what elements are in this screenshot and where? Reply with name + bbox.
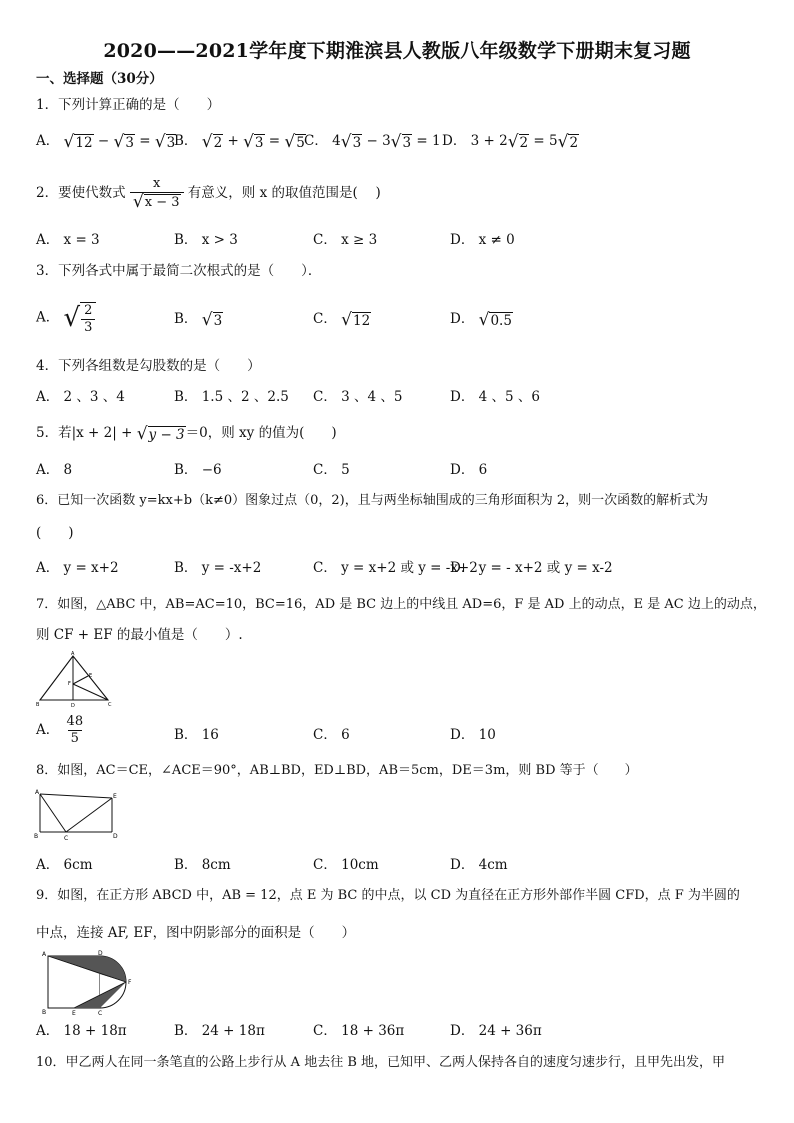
q4-option-c[interactable]: C． 3 、4 、5 bbox=[313, 389, 403, 405]
question-2-stem: 2．要使代数式 x √ x − 3 有意义，则 x 的取值范围是( ) bbox=[36, 176, 381, 212]
q2-option-d[interactable]: D． x ≠ 0 bbox=[450, 232, 515, 248]
q8-figure bbox=[34, 788, 118, 842]
q1-option-a[interactable]: A． √ 12 − √ 3 = √ 3 bbox=[36, 131, 176, 152]
q6-option-c[interactable]: C． y = x+2 或 y = -x+2 bbox=[313, 560, 478, 576]
q4-option-d[interactable]: D． 4 、5 、6 bbox=[450, 389, 540, 405]
question-7-line-1: 7．如图，△ABC 中，AB=AC=10，BC=16，AD 是 BC 边上的中线且 AD=6，F 是 AD 上的动点，E 是 AC 边上的动点， bbox=[36, 597, 766, 612]
q4-option-b[interactable]: B． 1.5 、2 、2.5 bbox=[174, 389, 289, 405]
q8-option-d[interactable]: D． 4cm bbox=[450, 857, 508, 873]
q8-option-a[interactable]: A． 6cm bbox=[36, 857, 93, 873]
svg-text:B: B bbox=[34, 833, 39, 840]
q1-option-c[interactable]: C． 4 √ 3 − 3 √ 3 = 1 bbox=[304, 131, 441, 152]
q7-option-b[interactable]: B． 16 bbox=[174, 727, 219, 743]
svg-text:D: D bbox=[113, 833, 118, 840]
svg-text:C: C bbox=[98, 1010, 103, 1016]
question-4-stem: 4．下列各组数是勾股数的是（ ） bbox=[36, 358, 261, 374]
q9-option-b[interactable]: B． 24 + 18π bbox=[174, 1023, 265, 1039]
svg-text:F: F bbox=[68, 681, 71, 687]
svg-text:C: C bbox=[108, 702, 112, 708]
svg-text:A: A bbox=[42, 951, 47, 958]
question-9-line-2: 中点，连接 AF, EF，图中阴影部分的面积是（ ） bbox=[36, 925, 356, 941]
q9-option-a[interactable]: A． 18 + 18π bbox=[36, 1023, 127, 1039]
svg-text:D: D bbox=[98, 950, 103, 957]
svg-text:A: A bbox=[35, 789, 40, 796]
q5-option-d[interactable]: D． 6 bbox=[450, 462, 488, 478]
q9-option-c[interactable]: C． 18 + 36π bbox=[313, 1023, 405, 1039]
q3-option-a[interactable]: A． √ $\frac{2}{3}$ bbox=[36, 300, 96, 336]
q6-option-a[interactable]: A． y = x+2 bbox=[36, 560, 119, 576]
svg-text:B: B bbox=[36, 702, 40, 708]
question-1-stem: 1．下列计算正确的是（ ） bbox=[36, 97, 221, 113]
q7-option-a[interactable]: A． $\frac{48}{5}$ bbox=[36, 714, 84, 746]
question-5-stem: 5．若|x + 2| + √ y − 3 ＝0，则 xy 的值为( ) bbox=[36, 423, 337, 444]
q7-option-c[interactable]: C． 6 bbox=[313, 727, 350, 743]
q1-option-b[interactable]: B． √ 2 + √ 3 = √ 5 bbox=[174, 131, 305, 152]
question-9-line-1: 9．如图，在正方形 ABCD 中，AB = 12，点 E 为 BC 的中点，以 CD 为直径在正方形外部作半圆 CFD，点 F 为半圆的 bbox=[36, 888, 740, 903]
q2-option-a[interactable]: A． x = 3 bbox=[36, 232, 100, 248]
q4-option-a[interactable]: A． 2 、3 、4 bbox=[36, 389, 125, 405]
svg-text:B: B bbox=[42, 1009, 47, 1016]
question-8-stem: 8．如图，AC＝CE，∠ACE＝90°，AB⊥BD，ED⊥BD，AB＝5cm，DE＝3m，则 BD 等于（ ） bbox=[36, 763, 638, 778]
svg-text:E: E bbox=[89, 673, 93, 679]
q3-option-b[interactable]: B． √ 3 bbox=[174, 309, 223, 330]
question-3-stem: 3．下列各式中属于最简二次根式的是（ ）． bbox=[36, 263, 322, 279]
question-6-stem: 6．已知一次函数 y=kx+b（k≠0）图象过点（0，2)，且与两坐标轴围成的三角形面积为 2，则一次函数的解析式为 bbox=[36, 493, 709, 508]
section-heading: 一、选择题（30分） bbox=[36, 71, 163, 87]
q3-option-d[interactable]: D． √ 0.5 bbox=[450, 309, 512, 330]
q7-option-d[interactable]: D． 10 bbox=[450, 727, 496, 743]
svg-text:A: A bbox=[71, 651, 75, 657]
q5-option-b[interactable]: B． −6 bbox=[174, 462, 222, 478]
question-10-line-1: 10．甲乙两人在同一条笔直的公路上步行从 A 地去往 B 地，已知甲、乙两人保持各自的速度匀速步行，且甲先出发，甲 bbox=[36, 1055, 726, 1070]
page-title: 2020——2021学年度下期淮滨县人教版八年级数学下册期末复习题 bbox=[103, 40, 691, 62]
question-7-line-2: 则 CF + EF 的最小值是（ ）. bbox=[36, 627, 243, 643]
svg-text:E: E bbox=[113, 793, 117, 800]
q7-triangle-figure bbox=[36, 650, 112, 708]
q8-option-c[interactable]: C． 10cm bbox=[313, 857, 379, 873]
q9-square-figure bbox=[40, 950, 136, 1016]
q5-option-c[interactable]: C． 5 bbox=[313, 462, 350, 478]
q8-option-b[interactable]: B． 8cm bbox=[174, 857, 231, 873]
svg-text:C: C bbox=[64, 835, 69, 842]
q3-option-c[interactable]: C． √ 12 bbox=[313, 309, 371, 330]
q2-option-b[interactable]: B． x > 3 bbox=[174, 232, 238, 248]
q9-option-d[interactable]: D． 24 + 36π bbox=[450, 1023, 542, 1039]
svg-text:E: E bbox=[72, 1010, 76, 1016]
q2-option-c[interactable]: C． x ≥ 3 bbox=[313, 232, 378, 248]
svg-text:D: D bbox=[71, 703, 75, 708]
q6-option-b[interactable]: B． y = -x+2 bbox=[174, 560, 262, 576]
q1-option-d[interactable]: D． 3 + 2 √ 2 = 5 √ 2 bbox=[442, 131, 579, 152]
question-6-paren: ( ) bbox=[36, 525, 74, 541]
q6-option-d[interactable]: D． y = - x+2 或 y = x-2 bbox=[450, 560, 613, 576]
q2-fraction: x √ x − 3 bbox=[130, 176, 184, 211]
q5-option-a[interactable]: A． 8 bbox=[36, 462, 73, 478]
svg-text:F: F bbox=[128, 979, 132, 986]
